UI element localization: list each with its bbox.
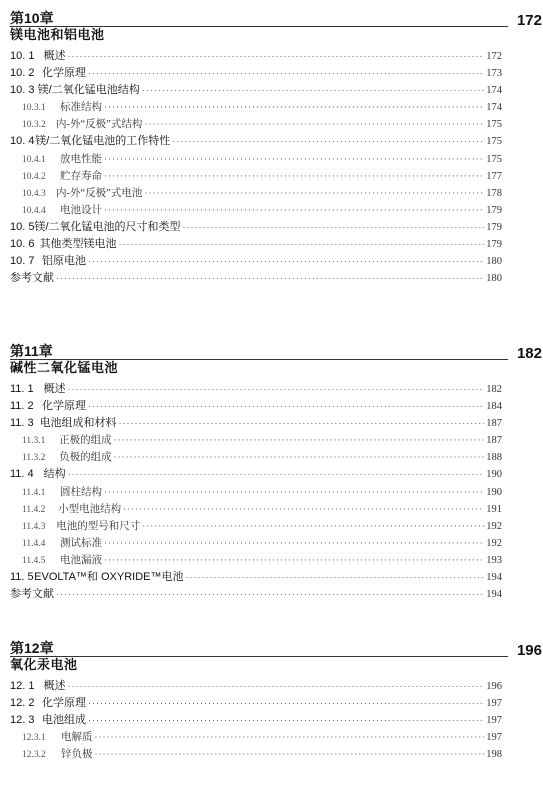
entry-number: 10. 7 [10,255,35,268]
entry-page-number: 198 [486,749,502,761]
entry-page-number: 194 [486,572,502,584]
entry-title: 概述 [43,50,66,62]
dot-leader [88,695,484,712]
dot-leader [95,746,485,763]
entry-number: 11. 2 [10,400,34,413]
dot-leader [104,202,484,219]
entry-title: 电池组成 [42,714,87,727]
entry-number: 11.4.2 [22,504,46,515]
toc-section-entry[interactable] [10,398,502,415]
chapter-heading [10,10,542,48]
entry-page-number: 196 [486,681,502,692]
entry-title: 结构 [43,468,66,481]
entry-title: 概述 [43,383,66,395]
toc-section-entry[interactable] [10,65,502,82]
dot-leader [144,116,484,133]
toc-section-entry[interactable] [10,219,502,236]
dot-leader [104,535,484,552]
toc-subsection-entry[interactable] [10,449,502,466]
entry-title: 铝原电池 [42,255,87,268]
entry-title: EVOLTA™和 OXYRIDE™电池 [34,571,184,584]
entry-number: 12.3.2 [22,750,46,761]
entry-number: 11. 4 [10,468,34,481]
entry-page-number: 184 [486,401,502,413]
entry-number: 11.4.1 [22,487,46,498]
dot-leader [88,253,484,270]
chapter-label: 第11章 [10,343,53,359]
entry-title: 放电性能 [60,153,103,165]
entry-number: 10. 5 [10,220,35,233]
entry-number: 11. 5 [10,571,34,584]
chapter-label: 第12章 [10,640,54,656]
toc-section-entry[interactable] [10,253,502,270]
dot-leader [88,398,484,415]
entry-page-number: 179 [486,221,502,233]
entry-number: 10. 4 [10,135,35,148]
entry-title: 内-外“反极”式电池 [56,187,143,199]
dot-leader [56,586,484,603]
entry-title: 其他类型镁电池 [39,238,117,251]
entry-page-number: 192 [486,537,502,549]
entry-title: 锌负极 [61,749,93,761]
chapter-rule [10,656,508,657]
entry-number: 10.3.1 [22,103,46,114]
toc-section-entry[interactable] [10,678,502,695]
toc-references-entry[interactable] [10,586,502,603]
toc-subsection-entry[interactable] [10,746,502,763]
entry-page-number: 172 [486,51,502,62]
entry-page-number: 193 [486,554,502,566]
entry-title: 小型电池结构 [58,503,122,515]
toc-subsection-entry[interactable] [10,535,502,552]
toc-section-entry[interactable] [10,133,502,150]
dot-leader [183,219,485,236]
entry-page-number: 197 [486,698,502,710]
entry-title: 电解质 [61,732,93,744]
entry-number: 10. 3 [10,84,35,97]
dot-leader [95,729,485,746]
chapter-section [10,640,542,763]
toc-subsection-entry[interactable] [10,484,502,501]
entry-number: 11. 1 [10,383,34,395]
entry-number: 11.4.5 [22,555,46,566]
dot-leader [144,185,484,202]
dot-leader [114,432,485,449]
toc-section-entry[interactable] [10,712,502,729]
entry-title: 概述 [43,680,66,692]
chapter-heading [10,640,542,678]
entry-number: 11.4.4 [22,538,46,549]
dot-leader [142,82,485,99]
entry-page-number: 177 [486,170,502,182]
entry-number: 10. 1 [10,50,35,62]
entry-title: 参考文献 [10,272,54,285]
entry-number: 11. 3 [10,417,34,430]
chapter-page-number: 196 [516,642,542,659]
dot-leader [68,678,485,695]
entry-page-number: 190 [486,486,502,498]
entry-title: 电池的型号和尺寸 [56,520,141,532]
toc-subsection-entry[interactable] [10,552,502,569]
entry-page-number: 191 [486,503,502,515]
entry-title: 圆柱结构 [60,486,103,498]
toc-subsection-entry[interactable] [10,518,502,535]
toc-subsection-entry[interactable] [10,99,502,116]
chapter-section [10,10,542,287]
dot-leader [119,236,485,253]
toc-section-entry[interactable] [10,569,502,586]
entry-page-number: 197 [486,715,502,727]
entry-number: 10.4.4 [22,205,46,216]
entry-page-number: 192 [486,520,502,532]
entry-page-number: 178 [486,187,502,199]
dot-leader [114,449,485,466]
entry-title: 镁/二氧化锰电池的尺寸和类型 [34,220,181,233]
toc-entry-list [10,48,538,287]
toc-section-entry[interactable] [10,48,502,65]
entry-title: 负极的组成 [59,452,112,464]
toc-section-entry[interactable] [10,236,502,253]
toc-subsection-entry[interactable] [10,501,502,518]
entry-title: 电池漏液 [60,554,103,566]
entry-number: 12. 3 [10,714,35,727]
entry-page-number: 180 [486,256,502,268]
toc-section-entry[interactable] [10,381,502,398]
entry-number: 10.4.1 [22,154,46,165]
dot-leader [104,552,484,569]
dot-leader [88,65,484,82]
dot-leader [68,48,485,65]
toc-entry-list [10,678,538,763]
entry-page-number: 175 [486,119,502,131]
dot-leader [56,270,484,287]
chapter-label: 第10章 [10,10,54,26]
entry-page-number: 190 [486,469,502,481]
toc-section-entry[interactable] [10,415,502,432]
entry-number: 10. 6 [10,238,35,251]
entry-number: 10.4.3 [22,188,46,199]
dot-leader [185,569,484,586]
dot-leader [68,381,485,398]
chapter-heading [10,343,542,381]
entry-title: 镁/二氧化锰电池的工作特性 [35,135,171,148]
dot-leader [104,151,484,168]
entry-page-number: 187 [486,418,502,430]
entry-title: 正极的组成 [59,435,112,447]
entry-title: 镁/二氧化锰电池结构 [37,84,140,97]
entry-title: 化学原理 [42,67,87,80]
chapter-section [10,343,542,603]
entry-number: 10. 2 [10,67,35,80]
entry-page-number: 174 [486,102,502,114]
entry-number: 10.4.2 [22,171,46,182]
chapter-page-number: 182 [516,345,542,362]
entry-title: 电池组成和材料 [39,417,117,430]
entry-page-number: 187 [486,435,502,447]
entry-title: 化学原理 [42,400,87,413]
dot-leader [119,415,485,432]
toc-subsection-entry[interactable] [10,151,502,168]
toc-subsection-entry[interactable] [10,185,502,202]
entry-number: 10.3.2 [22,120,46,131]
entry-page-number: 174 [486,85,502,97]
dot-leader [123,501,484,518]
toc-section-entry[interactable] [10,82,502,99]
entry-title: 贮存寿命 [60,170,103,182]
entry-title: 化学原理 [42,697,87,710]
toc-subsection-entry[interactable] [10,432,502,449]
entry-page-number: 179 [486,239,502,251]
chapter-title: 氧化汞电池 [10,657,78,672]
toc-subsection-entry[interactable] [10,116,502,133]
dot-leader [142,518,484,535]
entry-title: 测试标准 [60,537,103,549]
toc-subsection-entry[interactable] [10,168,502,185]
entry-page-number: 173 [486,68,502,80]
toc-subsection-entry[interactable] [10,729,502,746]
entry-page-number: 175 [486,153,502,165]
entry-page-number: 188 [486,452,502,464]
entry-page-number: 194 [486,589,502,601]
toc-references-entry[interactable] [10,270,502,287]
entry-number: 11.4.3 [22,521,46,532]
dot-leader [104,168,484,185]
dot-leader [172,133,484,150]
entry-number: 12. 2 [10,697,35,710]
entry-page-number: 197 [486,732,502,744]
entry-page-number: 175 [486,136,502,148]
entry-number: 12.3.1 [22,733,46,744]
toc-section-entry[interactable] [10,466,502,483]
entry-title: 标准结构 [60,102,103,114]
toc-entry-list [10,381,538,603]
entry-number: 11.3.1 [22,436,46,447]
entry-title: 参考文献 [10,588,54,601]
toc-subsection-entry[interactable] [10,202,502,219]
chapter-page-number: 172 [516,12,542,29]
chapter-title: 镁电池和铝电池 [10,27,105,42]
entry-page-number: 182 [486,384,502,395]
dot-leader [104,484,484,501]
entry-number: 12. 1 [10,680,35,692]
dot-leader [104,99,484,116]
dot-leader [88,712,484,729]
entry-page-number: 180 [486,273,502,285]
chapter-title: 碱性二氧化锰电池 [10,360,119,375]
dot-leader [68,466,485,483]
entry-title: 电池设计 [60,204,103,216]
entry-page-number: 179 [486,204,502,216]
entry-number: 11.3.2 [22,453,46,464]
entry-title: 内-外“反极”式结构 [56,119,143,131]
toc-section-entry[interactable] [10,695,502,712]
